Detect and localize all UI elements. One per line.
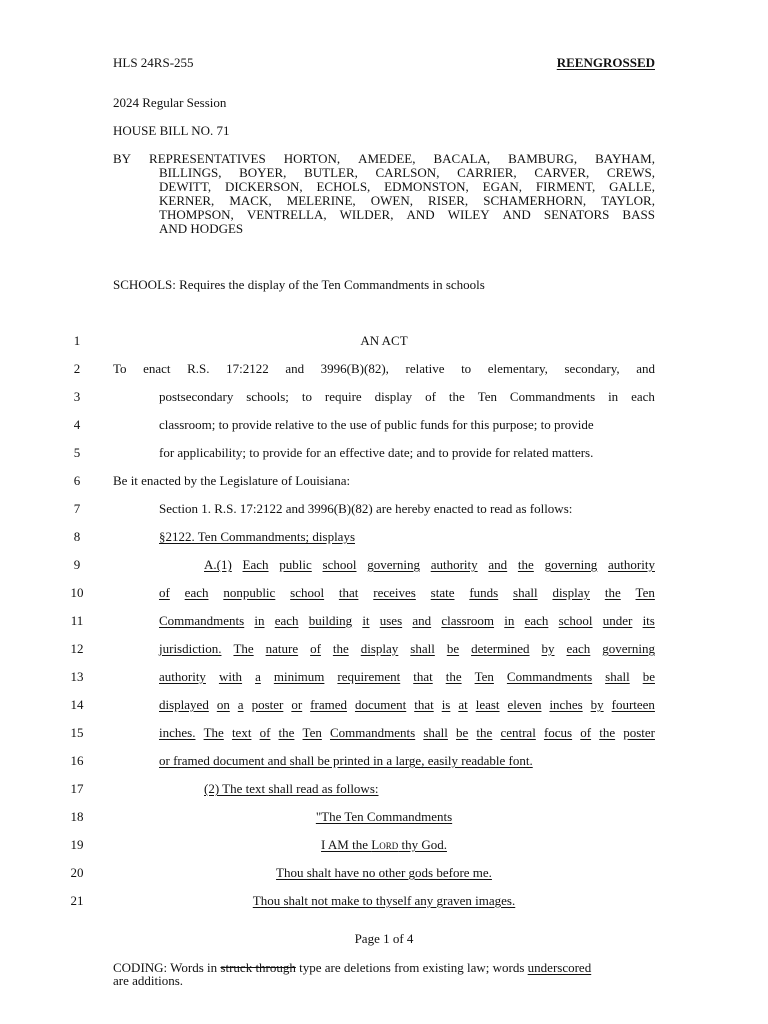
word: each bbox=[566, 641, 591, 656]
word: relative bbox=[405, 361, 445, 376]
line-number: 1 bbox=[73, 333, 81, 348]
word: governing bbox=[544, 557, 598, 572]
line-number: 21 bbox=[70, 893, 84, 908]
body-line bbox=[159, 725, 655, 741]
word: GALLE, bbox=[609, 179, 655, 194]
line-number: 4 bbox=[73, 417, 81, 432]
word: the bbox=[278, 725, 295, 740]
word: a bbox=[255, 669, 261, 684]
line-number: 15 bbox=[70, 725, 84, 740]
word: elementary, bbox=[487, 361, 548, 376]
word: and bbox=[412, 613, 432, 628]
word: R.S. bbox=[187, 361, 210, 376]
line-number: 14 bbox=[70, 697, 84, 712]
word: A.(1) bbox=[204, 557, 232, 572]
word: MACK, bbox=[229, 193, 272, 208]
word: CARRIER, bbox=[457, 165, 517, 180]
session-label: 2024 Regular Session bbox=[113, 95, 227, 110]
digest-line: SCHOOLS: Requires the display of the Ten Commandments in schools bbox=[113, 277, 485, 292]
line-number: 5 bbox=[73, 445, 81, 460]
word: least bbox=[475, 697, 500, 712]
word: EDMONSTON, bbox=[384, 179, 469, 194]
section-heading: §2122. Ten Commandments; displays bbox=[159, 529, 356, 544]
word: governing bbox=[367, 557, 420, 572]
bill-code: HLS 24RS-255 bbox=[113, 55, 194, 70]
word: each bbox=[274, 613, 299, 628]
line-number: 20 bbox=[70, 865, 84, 880]
word: BAMBURG, bbox=[508, 151, 578, 166]
word: of bbox=[580, 725, 592, 740]
body-line: (2) The text shall read as follows: bbox=[204, 781, 379, 796]
word: WILDER, bbox=[339, 207, 394, 222]
line-number: 10 bbox=[70, 585, 84, 600]
word: is bbox=[441, 697, 451, 712]
word: BACALA, bbox=[433, 151, 491, 166]
word: school bbox=[322, 557, 357, 572]
word: BUTLER, bbox=[304, 165, 358, 180]
word: in bbox=[254, 613, 265, 628]
word: that bbox=[414, 697, 434, 712]
word: that bbox=[338, 585, 359, 600]
word: postsecondary bbox=[159, 389, 234, 404]
word: under bbox=[602, 613, 633, 628]
word: authority bbox=[430, 557, 478, 572]
line-number: 6 bbox=[73, 473, 81, 488]
line-number: 2 bbox=[73, 361, 81, 376]
word: Each bbox=[242, 557, 269, 572]
word: EGAN, bbox=[482, 179, 523, 194]
body-line: Section 1. R.S. 17:2122 and 3996(B)(82) are hereby enacted to read as follows: bbox=[159, 501, 573, 516]
word: requirement bbox=[337, 669, 401, 684]
word: BOYER, bbox=[239, 165, 287, 180]
word: fourteen bbox=[611, 697, 655, 712]
word: The bbox=[233, 641, 254, 656]
body-line bbox=[113, 361, 655, 377]
word: in bbox=[504, 613, 515, 628]
word: the bbox=[476, 725, 493, 740]
commandment-line: Thou shalt not make to thyself any graven images. bbox=[252, 893, 516, 908]
word: with bbox=[218, 669, 243, 684]
word: and bbox=[636, 361, 655, 376]
word: jurisdiction. bbox=[159, 641, 222, 656]
word: Commandments bbox=[329, 725, 416, 740]
word: funds bbox=[469, 585, 499, 600]
word: eleven bbox=[507, 697, 542, 712]
line-number: 18 bbox=[70, 809, 84, 824]
word: BY bbox=[113, 151, 132, 166]
line-number: 3 bbox=[73, 389, 81, 404]
word: by bbox=[590, 697, 604, 712]
word: the bbox=[599, 725, 616, 740]
word: the bbox=[604, 585, 621, 600]
word: nonpublic bbox=[223, 585, 276, 600]
word: Commandments bbox=[509, 389, 596, 404]
word: of bbox=[159, 585, 170, 600]
word: nature bbox=[265, 641, 299, 656]
coding-struck-sample: struck through bbox=[220, 960, 296, 975]
word: school bbox=[290, 585, 325, 600]
body-line: or framed document and shall be printed in a large, easily readable font. bbox=[159, 753, 533, 768]
word: uses bbox=[379, 613, 403, 628]
word: inches bbox=[549, 697, 583, 712]
word: to bbox=[301, 389, 312, 404]
word: CARLSON, bbox=[375, 165, 440, 180]
page-number: Page 1 of 4 bbox=[354, 931, 414, 946]
word: ECHOLS, bbox=[316, 179, 371, 194]
word: in bbox=[608, 389, 619, 404]
word: shall bbox=[513, 585, 538, 600]
bill-number: HOUSE BILL NO. 71 bbox=[113, 123, 230, 138]
word: HORTON, bbox=[283, 151, 341, 166]
word: at bbox=[458, 697, 468, 712]
word: The bbox=[203, 725, 224, 740]
word: of bbox=[425, 389, 436, 404]
word: that bbox=[413, 669, 433, 684]
word: shall bbox=[605, 669, 630, 684]
commandment-text: Lord bbox=[371, 837, 399, 852]
word: the bbox=[517, 557, 534, 572]
word: each bbox=[184, 585, 209, 600]
word: CARVER, bbox=[534, 165, 590, 180]
word: enact bbox=[143, 361, 171, 376]
word: DICKERSON, bbox=[224, 179, 303, 194]
coding-text: CODING: Words in bbox=[113, 960, 221, 975]
word: AND bbox=[406, 207, 435, 222]
word: its bbox=[642, 613, 655, 628]
body-line bbox=[159, 389, 655, 405]
word: state bbox=[430, 585, 455, 600]
word: document bbox=[354, 697, 407, 712]
word: shall bbox=[423, 725, 448, 740]
coding-text: type are deletions from existing law; words bbox=[295, 960, 528, 975]
body-line: for applicability; to provide for an effective date; and to provide for related matters. bbox=[159, 445, 594, 460]
bill-status: REENGROSSED bbox=[556, 55, 655, 70]
commandment-text: thy God. bbox=[398, 837, 447, 852]
word: it bbox=[362, 613, 370, 628]
word: TAYLOR, bbox=[601, 193, 655, 208]
word: OWEN, bbox=[370, 193, 413, 208]
word: of bbox=[259, 725, 271, 740]
line-number: 19 bbox=[70, 837, 84, 852]
word: BASS bbox=[622, 207, 655, 222]
word: receives bbox=[373, 585, 416, 600]
word: KERNER, bbox=[159, 193, 215, 208]
word: require bbox=[324, 389, 362, 404]
word: and bbox=[285, 361, 305, 376]
word: each bbox=[631, 389, 655, 404]
word: framed bbox=[310, 697, 347, 712]
line-number: 9 bbox=[73, 557, 81, 572]
word: To bbox=[113, 361, 127, 376]
coding-underscored-sample: underscored bbox=[527, 960, 592, 975]
word: the bbox=[332, 641, 349, 656]
word: be bbox=[642, 669, 655, 684]
line-number: 7 bbox=[73, 501, 81, 516]
word: determined bbox=[471, 641, 530, 656]
word: AMEDEE, bbox=[358, 151, 416, 166]
word: BILLINGS, bbox=[159, 165, 222, 180]
word: poster bbox=[623, 725, 655, 740]
word: REPRESENTATIVES bbox=[149, 151, 266, 166]
word: MELERINE, bbox=[286, 193, 356, 208]
word: secondary, bbox=[564, 361, 620, 376]
word: focus bbox=[543, 725, 573, 740]
word: FIRMENT, bbox=[535, 179, 596, 194]
word: schools; bbox=[246, 389, 289, 404]
line-number: 11 bbox=[70, 613, 84, 628]
word: poster bbox=[251, 697, 284, 712]
word: THOMPSON, bbox=[159, 207, 234, 222]
word: authority bbox=[608, 557, 655, 572]
word: classroom bbox=[441, 613, 495, 628]
word: 17:2122 bbox=[226, 361, 269, 376]
body-line: classroom; to provide relative to the use of public funds for this purpose; to provide bbox=[159, 417, 594, 432]
word: VENTRELLA, bbox=[246, 207, 327, 222]
act-heading: AN ACT bbox=[360, 333, 408, 348]
word: a bbox=[237, 697, 244, 712]
body-line bbox=[204, 557, 655, 573]
word: RISER, bbox=[428, 193, 469, 208]
word: the bbox=[448, 389, 465, 404]
body-line bbox=[159, 613, 655, 629]
word: central bbox=[500, 725, 536, 740]
line-number: 16 bbox=[70, 753, 84, 768]
word: SENATORS bbox=[543, 207, 610, 222]
line-number: 8 bbox=[73, 529, 81, 544]
body-line bbox=[159, 697, 655, 713]
body-line: Be it enacted by the Legislature of Louisiana: bbox=[113, 473, 351, 488]
sponsors-line: AND HODGES bbox=[159, 221, 244, 236]
word: display bbox=[374, 389, 413, 404]
word: DEWITT, bbox=[159, 179, 212, 194]
word: Commandments bbox=[159, 613, 245, 628]
commandment-text: I AM the bbox=[321, 837, 372, 852]
word: display bbox=[552, 585, 590, 600]
word: on bbox=[216, 697, 230, 712]
line-number: 12 bbox=[70, 641, 84, 656]
word: minimum bbox=[273, 669, 325, 684]
word: building bbox=[308, 613, 353, 628]
word: and bbox=[488, 557, 508, 572]
word: BAYHAM, bbox=[595, 151, 655, 166]
coding-note-cont: are additions. bbox=[113, 973, 184, 988]
word: be bbox=[456, 725, 469, 740]
commandments-title: "The Ten Commandments bbox=[315, 809, 453, 824]
word: shall bbox=[410, 641, 435, 656]
body-line bbox=[159, 585, 655, 601]
word: of bbox=[310, 641, 321, 656]
word: WILEY bbox=[447, 207, 490, 222]
word: or bbox=[291, 697, 303, 712]
word: by bbox=[541, 641, 555, 656]
word: inches. bbox=[159, 725, 196, 740]
word: CREWS, bbox=[606, 165, 655, 180]
coding-note bbox=[113, 960, 591, 976]
word: 3996(B)(82), bbox=[320, 361, 389, 376]
word: Ten bbox=[302, 725, 322, 740]
word: school bbox=[558, 613, 593, 628]
line-number: 17 bbox=[70, 781, 84, 796]
word: Ten bbox=[474, 669, 494, 684]
word: Ten bbox=[477, 389, 497, 404]
body-line bbox=[159, 669, 655, 685]
word: AND bbox=[502, 207, 531, 222]
commandment-line: Thou shalt have no other gods before me. bbox=[276, 865, 492, 880]
word: governing bbox=[602, 641, 655, 656]
word: to bbox=[461, 361, 472, 376]
word: Ten bbox=[635, 585, 655, 600]
word: each bbox=[524, 613, 549, 628]
word: authority bbox=[159, 669, 206, 684]
word: public bbox=[279, 557, 312, 572]
word: text bbox=[231, 725, 252, 740]
line-number: 13 bbox=[70, 669, 84, 684]
body-line bbox=[159, 641, 655, 657]
word: displayed bbox=[159, 697, 209, 712]
word: Commandments bbox=[506, 669, 593, 684]
word: display bbox=[360, 641, 399, 656]
commandment-line bbox=[113, 837, 655, 853]
word: be bbox=[446, 641, 460, 656]
word: SCHAMERHORN, bbox=[483, 193, 587, 208]
word: the bbox=[445, 669, 462, 684]
